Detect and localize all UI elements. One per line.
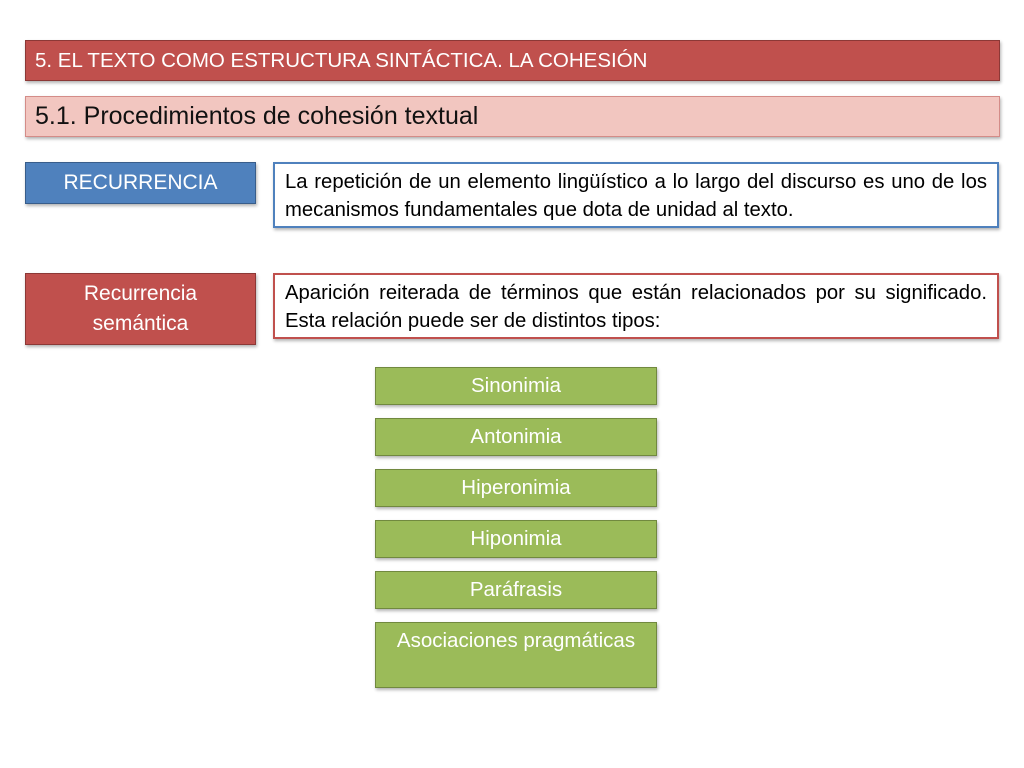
type-box-asociaciones-pragmaticas: Asociaciones pragmáticas [375,622,657,688]
type-box-hiperonimia: Hiperonimia [375,469,657,507]
type-box-hiponimia: Hiponimia [375,520,657,558]
type-box-parafrasis: Paráfrasis [375,571,657,609]
concept-label-text: RECURRENCIA [63,171,218,194]
concept-description-recurrencia-semantica [273,273,999,339]
concept-label-text: Recurrencia semántica [83,282,198,335]
section-title-bar [25,40,1000,81]
section-title: 5. EL TEXTO COMO ESTRUCTURA SINTÁCTICA. LA COHESIÓN [35,48,648,72]
concept-description-text: Aparición reiterada de términos que están relacionados por su significado. Esta relación puede ser de distintos tipos: [285,282,987,332]
concept-label-recurrencia-semantica [25,273,256,345]
type-box-antonimia: Antonimia [375,418,657,456]
concept-description-recurrencia [273,162,999,228]
concept-description-text: La repetición de un elemento lingüístico a lo largo del discurso es uno de los mecanismos fundamentales que dota de unidad al texto. [285,171,987,221]
type-box-sinonimia: Sinonimia [375,367,657,405]
concept-label-recurrencia [25,162,256,204]
subsection-title-bar [25,96,1000,137]
subsection-title: 5.1. Procedimientos de cohesión textual [35,102,479,130]
